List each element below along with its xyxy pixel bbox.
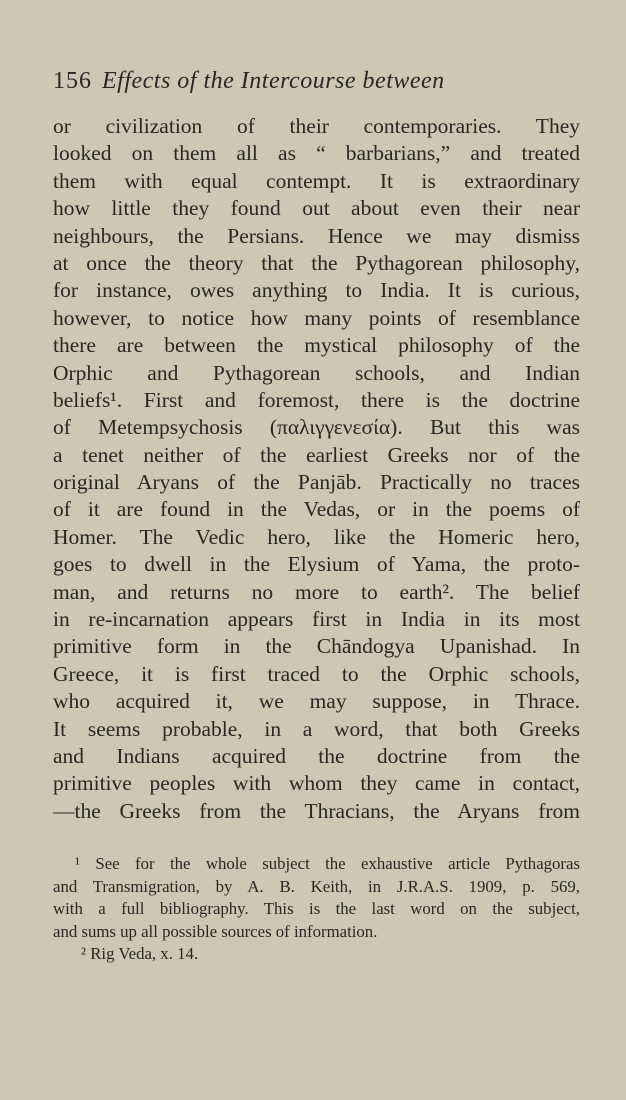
text-line: original Aryans of the Panjāb. Practically no traces [53,470,580,495]
text-line: looked on them all as “ barbarians,” and treated [53,141,580,166]
text-line: of it are found in the Vedas, or in the poems of [53,497,580,522]
text-line: there are between the mystical philosophy of the [53,333,580,358]
text-line: neighbours, the Persians. Hence we may dismiss [53,223,580,248]
page-number: 156 [53,68,92,94]
text-line: Greece, it is first traced to the Orphic schools, [53,661,580,686]
footnote-line: and sums up all possible sources of information. [53,921,378,941]
text-line: a tenet neither of the earliest Greeks nor of the [53,442,580,467]
text-line: beliefs¹. First and foremost, there is the doctrine [53,387,580,412]
text-line: —the Greeks from the Thracians, the Aryans from [53,798,580,823]
text-line: and Indians acquired the doctrine from the [53,743,580,768]
footnote-line: ¹ See for the whole subject the exhaustive article Pythagoras [75,854,580,873]
text-line: primitive peoples with whom they came in contact, [53,771,580,796]
text-line: primitive form in the Chāndogya Upanishad. In [53,634,580,659]
running-title: Effects of the Intercourse between [102,68,445,94]
footnote-line: ² Rig Veda, x. 14. [81,944,199,963]
page-header [53,64,593,98]
text-line: Homer. The Vedic hero, like the Homeric hero, [53,524,580,549]
text-line: in re-incarnation appears first in India in its most [53,607,580,632]
text-line: them with equal contempt. It is extraordinary [53,168,580,193]
footnotes [53,853,580,966]
text-line: of Metempsychosis (παλιγγενεσία). But this was [53,415,580,440]
text-line: or civilization of their contemporaries. They [53,114,580,138]
text-line: who acquired it, we may suppose, in Thrace. [53,689,580,714]
body-text [53,113,580,825]
footnote-line: with a full bibliography. This is the last word on the subject, [53,899,580,918]
text-line: It seems probable, in a word, that both Greeks [53,716,580,741]
text-line: man, and returns no more to earth². The belief [53,579,580,604]
text-line: goes to dwell in the Elysium of Yama, the proto- [53,552,580,577]
text-line: for instance, owes anything to India. It is curious, [53,278,580,303]
text-line: Orphic and Pythagorean schools, and Indian [53,360,580,385]
text-line: at once the theory that the Pythagorean philosophy, [53,250,580,275]
text-line: however, to notice how many points of resemblance [53,305,580,330]
footnote-line: and Transmigration, by A. B. Keith, in J.R.A.S. 1909, p. 569, [53,876,580,896]
text-line: how little they found out about even their near [53,196,580,221]
